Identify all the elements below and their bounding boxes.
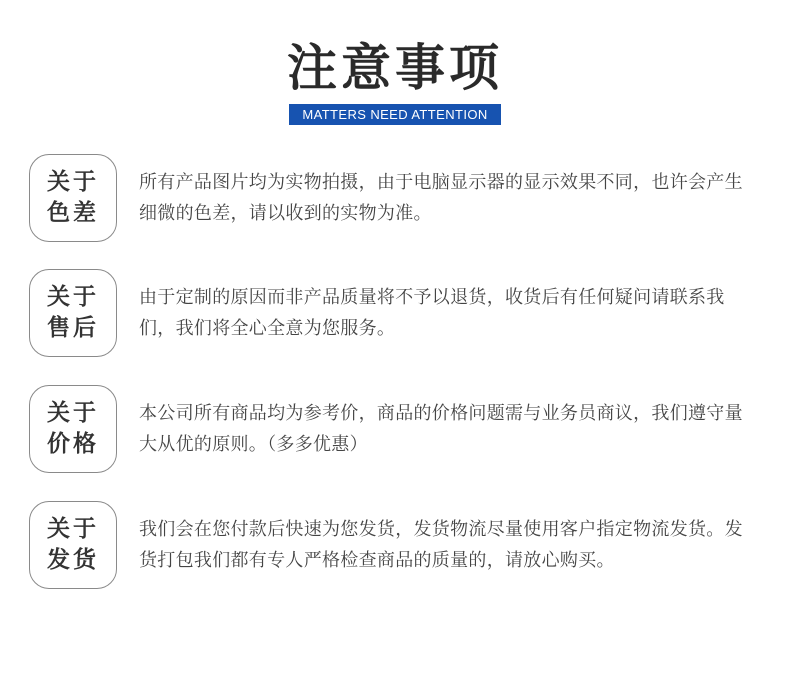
badge-line-2: 色差 — [47, 200, 99, 226]
page-title: 注意事项 — [287, 39, 503, 97]
notice-item-after-sales — [29, 269, 749, 359]
notice-text: 本公司所有商品均为参考价，商品的价格问题需与业务员商议，我们遵守量大从优的原则。（多多优惠） — [139, 403, 743, 455]
badge-line-2: 售后 — [47, 315, 99, 341]
notice-badge — [29, 154, 117, 242]
notice-item-shipping — [29, 501, 749, 591]
badge-line-2: 发货 — [47, 547, 99, 573]
badge-line-1: 关于 — [47, 169, 99, 195]
notice-item-price — [29, 385, 749, 475]
notice-text: 我们会在您付款后快速为您发货，发货物流尽量使用客户指定物流发货。发货打包我们都有专人严格检查商品的质量的，请放心购买。 — [139, 519, 743, 571]
badge-line-2: 价格 — [47, 431, 99, 457]
notice-text: 由于定制的原因而非产品质量将不予以退货，收货后有任何疑问请联系我们，我们将全心全意为您服务。 — [139, 287, 725, 339]
subtitle-banner: MATTERS NEED ATTENTION — [289, 104, 500, 125]
notice-badge — [29, 269, 117, 357]
badge-line-1: 关于 — [47, 284, 99, 310]
badge-line-1: 关于 — [47, 516, 99, 542]
notice-badge — [29, 385, 117, 473]
badge-line-1: 关于 — [47, 400, 99, 426]
notice-text: 所有产品图片均为实物拍摄，由于电脑显示器的显示效果不同，也许会产生细微的色差，请以收到的实物为准。 — [139, 172, 743, 224]
notice-item-color-difference — [29, 154, 749, 244]
subtitle-container — [0, 104, 790, 125]
notice-badge — [29, 501, 117, 589]
